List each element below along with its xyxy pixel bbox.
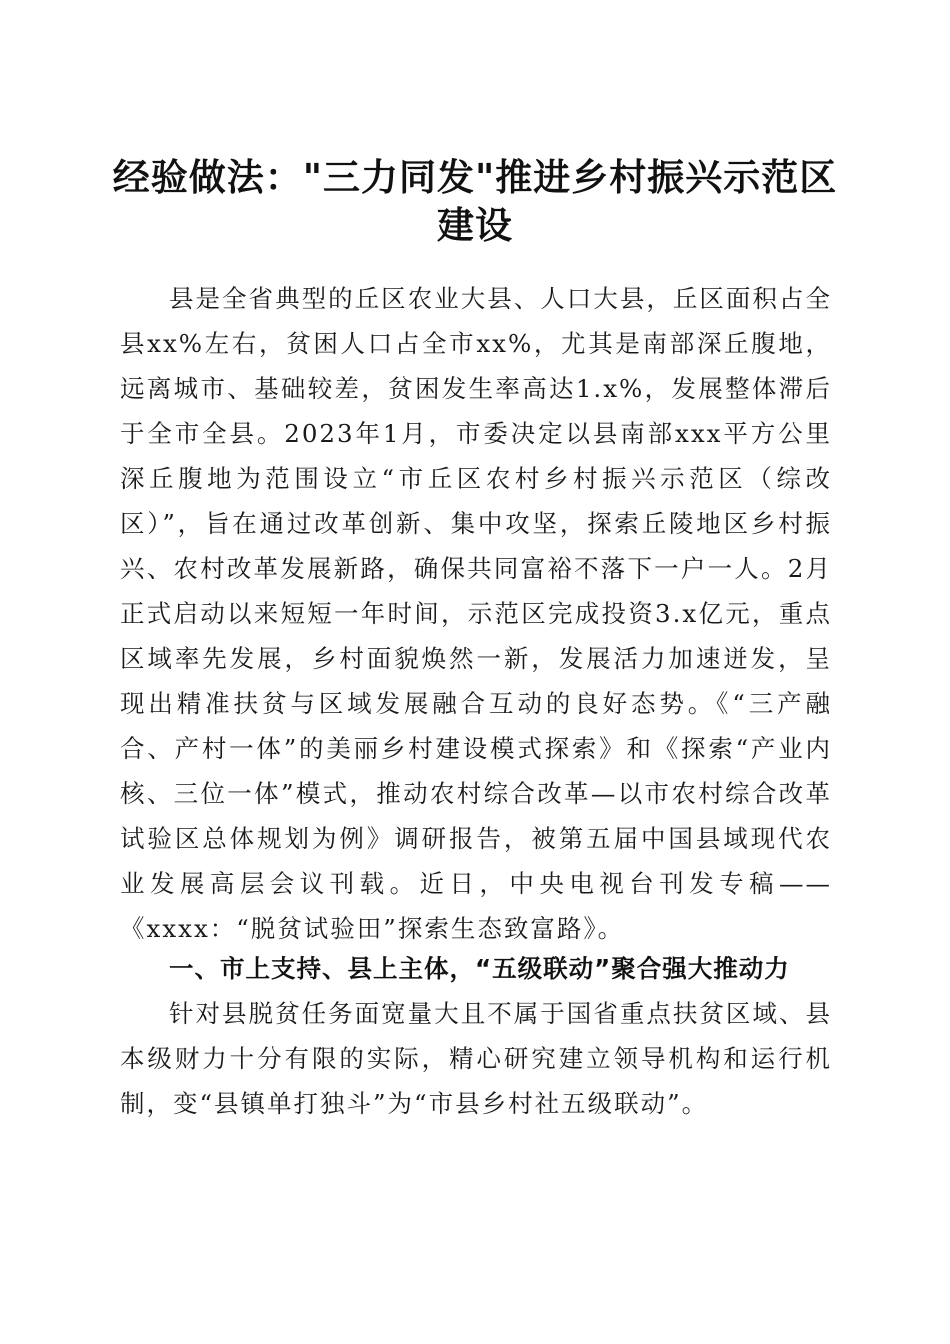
section-paragraph: 针对县脱贫任务面宽量大且不属于国省重点扶贫区域、县本级财力十分有限的实际，精心研究建立领导机构和运行机制，变“县镇单打独斗”为“市县乡村社五级联动”。 [120,999,832,1118]
intro-paragraph: 县是全省典型的丘区农业大县、人口大县，丘区面积占全县xx%左右，贫困人口占全市xx%，尤其是南部深丘腹地，远离城市、基础较差，贫困发生率高达1.x%，发展整体滞后于全市全县。2023年1月，市委决定以县南部xxx平方公里深丘腹地为范围设立“市丘区农村乡村振兴示范区（综改区）”，旨在通过改革创新、集中攻坚，探索丘陵地区乡村振兴、农村改革发展新路，确保共同富裕不落下一户一人。2月正式启动以来短短一年时间，示范区完成投资3.x亿元，重点区域率先发展，乡村面貌焕然一新，发展活力加速迸发，呈现出精准扶贫与区域发展融合互动的良好态势。《“三产融合、产村一体”的美丽乡村建设模式探索》和《探索“产业内核、三位一体”模式，推动农村综合改革—以市农村综合改革试验区总体规划为例》调研报告，被第五届中国县域现代农业发展高层会议刊载。近日，中央电视台刊发专稿——《xxxx：“脱贫试验田”探索生态致富路》。 [120,284,832,943]
document-title: 经验做法："三力同发"推进乡村振兴示范区建设 [112,154,838,247]
section-heading: 一、市上支持、县上主体，“五级联动”聚合强大推动力 [169,954,790,983]
